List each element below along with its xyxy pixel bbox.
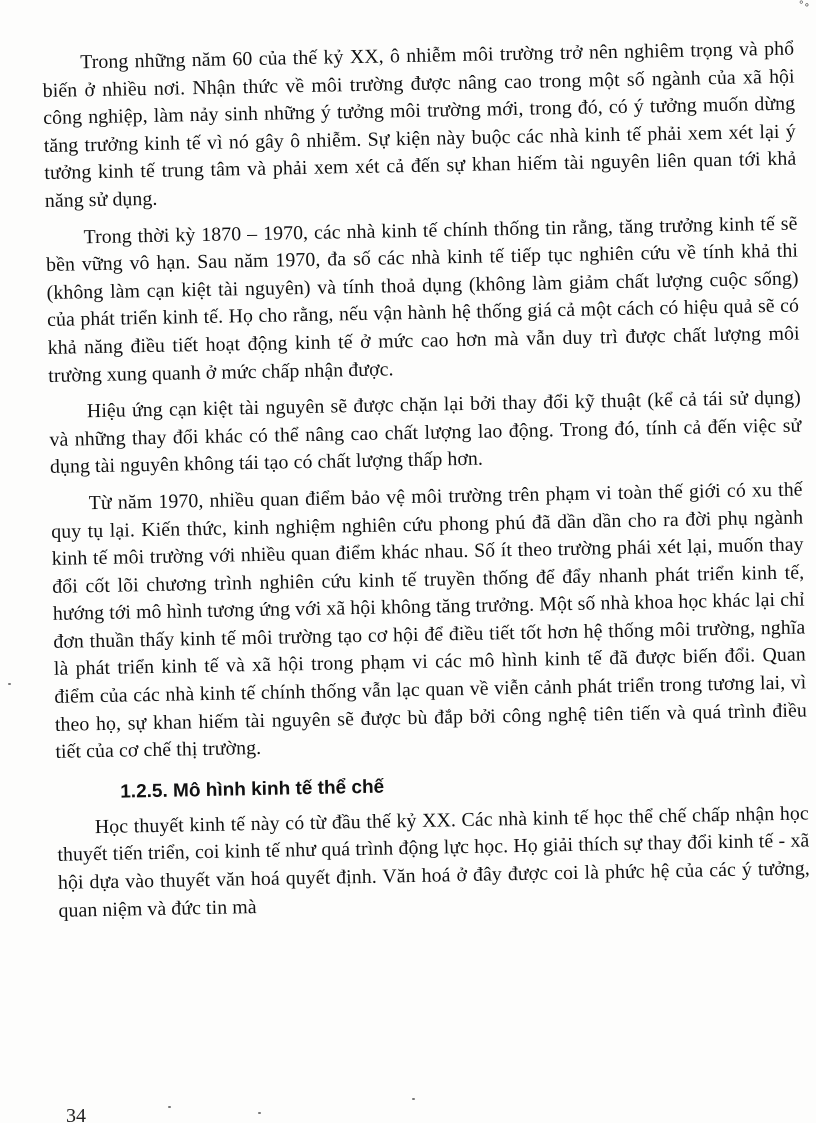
scan-speck bbox=[168, 1106, 171, 1108]
page-text-block bbox=[42, 36, 811, 934]
scan-speck bbox=[258, 1112, 261, 1114]
paragraph-institutional-economics: Học thuyết kinh tế này có từ đầu thế kỷ XX. Các nhà kinh tế học thể chế chấp nhận học thuyết tiến triển, coi kinh tế như quá trình động lực học. Họ giải thích sự thay đổi kinh tế - xã hội dựa vào thuyết văn hoá quyết định. Văn hoá ở đây được coi là phức hệ của các ý tưởng, quan niệm và đức tin mà bbox=[57, 802, 811, 922]
corner-scan-mark: °∘ bbox=[798, 0, 810, 11]
section-heading: 1.2.5. Mô hình kinh tế thể chế bbox=[120, 776, 385, 803]
scan-speck bbox=[8, 683, 11, 685]
paragraph-pollution-1960s: Trong những năm 60 của thế kỷ XX, ô nhiễm môi trường trở nên nghiêm trọng và phổ biến ở nhiều nơi. Nhận thức về môi trường được nâng cao trong một số ngành của xã hội công nghiệp, làm nảy sinh những ý tưởng môi trường mới, trong đó, có ý tưởng muốn dừng tăng trưởng kinh tế vì nó gây ô nhiễm. Sự kiện này buộc các nhà kinh tế phải xem xét lại ý tưởng kinh tế trung tâm và phải xem xét cả đến sự khan hiếm tài nguyên liên quan tới khả năng sử dụng. bbox=[42, 37, 797, 212]
scan-speck bbox=[412, 1098, 415, 1100]
paragraph-1870-1970: Trong thời kỳ 1870 – 1970, các nhà kinh tế chính thống tin rằng, tăng trưởng kinh tế sẽ bền vững vô hạn. Sau năm 1970, đa số các nhà kinh tế tiếp tục nghiên cứu về tính khả thi (không làm cạn kiệt tài nguyên) và tính thoả dụng (không làm giảm chất lượng cuộc sống) của phát triển kinh tế. Họ cho rằng, nếu vận hành hệ thống giá cả một cách có hiệu quả sẽ có khả năng điều tiết hoạt động kinh tế ở mức cao hơn mà vẫn duy trì được chất lượng môi trường xung quanh ở mức chấp nhận được. bbox=[45, 212, 800, 387]
paragraph-resource-depletion: Hiệu ứng cạn kiệt tài nguyên sẽ được chặn lại bởi thay đổi kỹ thuật (kể cả tái sử dụng) và những thay đổi khác có thể nâng cao chất lượng lao động. Trong đó, tính cả đến việc sử dụng tài nguyên không tái tạo có chất lượng thấp hơn. bbox=[49, 386, 802, 479]
page-number: 34 bbox=[66, 1105, 86, 1127]
paragraph-since-1970: Từ năm 1970, nhiều quan điểm bảo vệ môi trường trên phạm vi toàn thế giới có xu thế quy tụ lại. Kiến thức, kinh nghiệm nghiên cứu phong phú đã dần dần cho ra đời phụ ngành kinh tế môi trường với nhiều quan điểm khác nhau. Số ít theo trường phái xét lại, muốn thay đổi cốt lõi chương trình nghiên cứu kinh tế truyền thống để đẩy nhanh phát triển kinh tế, hướng tới mô hình tương ứng với xã hội không tăng trưởng. Một số nhà khoa học khác lại chỉ đơn thuần thấy kinh tế môi trường tạo cơ hội để điều tiết tốt hơn hệ thống môi trường, nghĩa là phát triển kinh tế và xã hội trong phạm vi các mô hình kinh tế đã được biến đổi. Quan điểm của các nhà kinh tế chính thống vẫn lạc quan về viễn cảnh phát triển trong tương lai, vì theo họ, sự khan hiếm tài nguyên sẽ được bù đắp bởi công nghệ tiên tiến và quá trình điều tiết của cơ chế thị trường. bbox=[51, 478, 808, 764]
